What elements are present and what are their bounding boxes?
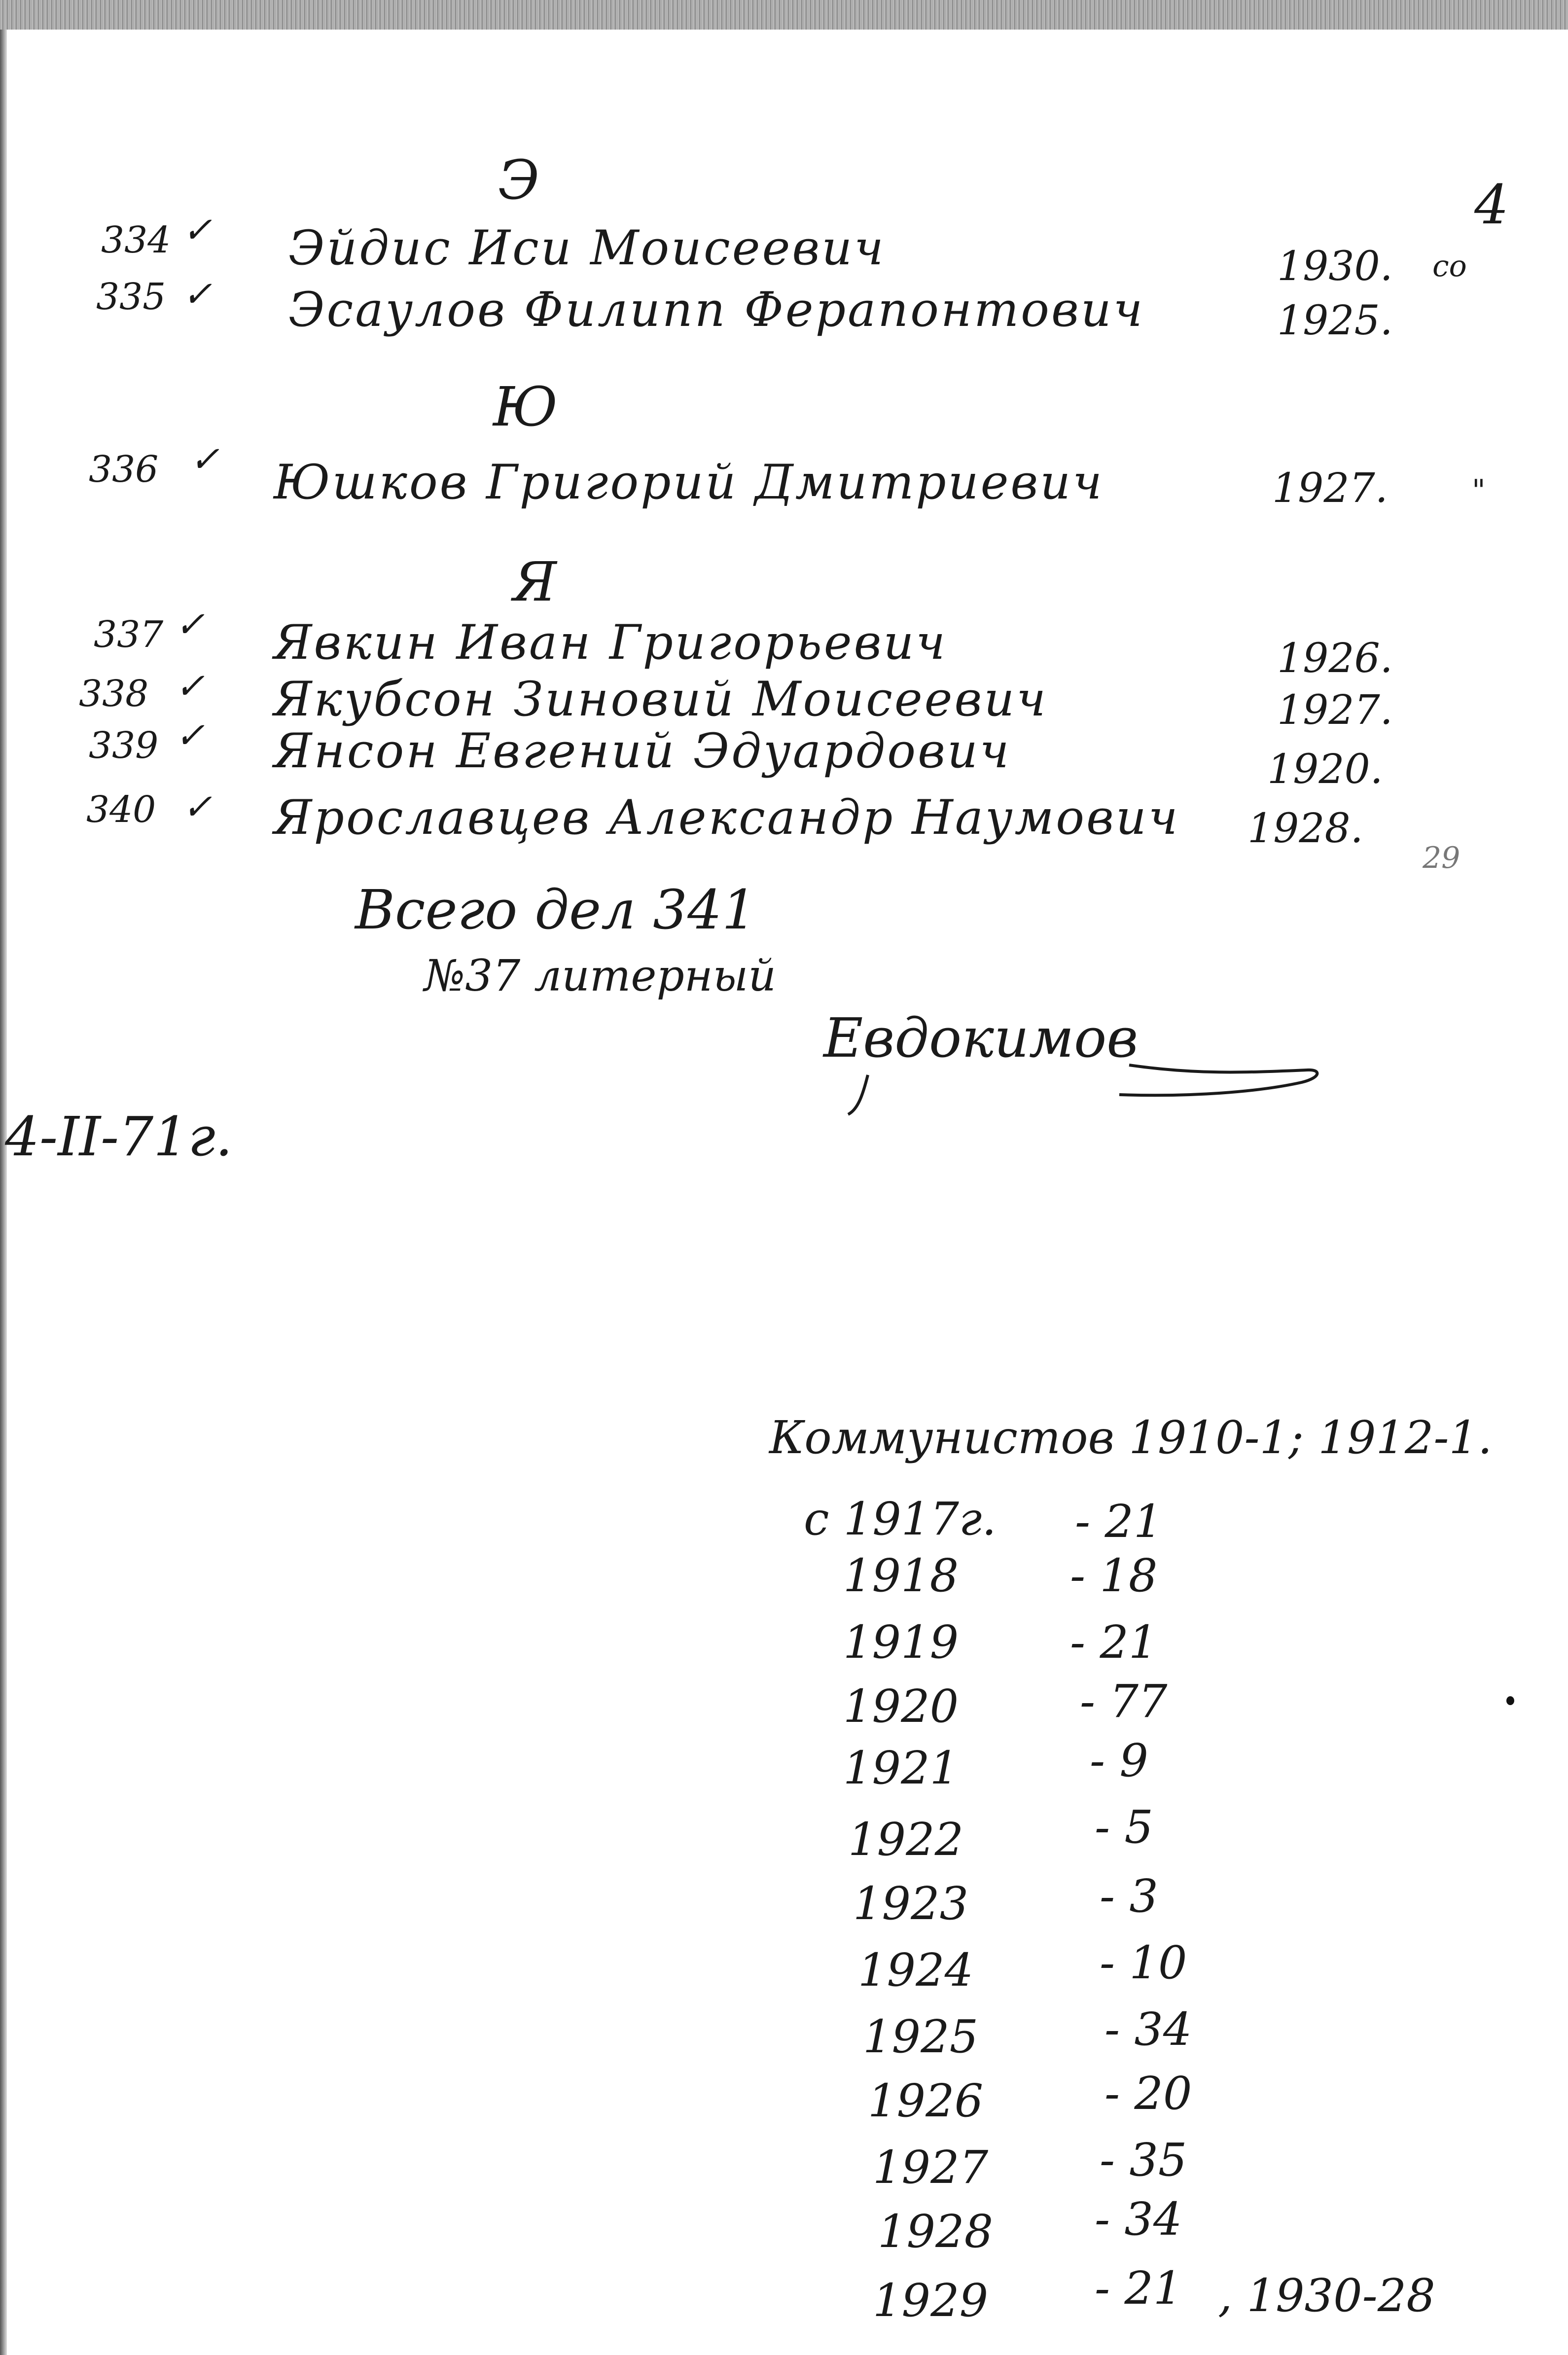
list-count: - 5 [1095,1801,1153,1854]
entry-name: Янсон Евгений Эдуардович [274,723,1011,779]
entry-number: 334 [101,219,171,261]
list-count: - 20 [1105,2067,1192,2120]
list-count: - 21 [1095,2262,1182,2315]
check-mark: ✓ [175,714,205,756]
page-number-note: со [1432,249,1467,284]
check-mark: ✓ [190,438,220,480]
list-year: 1922 [848,1813,964,1866]
list-count: - 34 [1105,2003,1192,2056]
list-count: - 34 [1095,2193,1182,2246]
entry-number: 338 [79,673,149,715]
entry-number: 340 [86,788,156,831]
page-number: 4 [1474,173,1509,236]
list-count: - 10 [1100,1936,1187,1989]
scan-dot [1506,1696,1514,1705]
entry-year: 1927. [1277,687,1393,734]
check-mark: ✓ [175,665,205,707]
list-year: 1921 [843,1742,959,1794]
signature [814,991,1331,1119]
list-count: - 77 [1080,1675,1168,1728]
list-count: - 21 [1070,1616,1158,1669]
list-count: - 18 [1070,1549,1158,1602]
total-line: Всего дел 341 [355,878,757,941]
entry-year: 1930. [1277,243,1393,290]
list-year: 1923 [853,1877,969,1930]
signature-flourish [814,991,1331,1119]
list-count: - 9 [1090,1734,1148,1787]
list-year: 1920 [843,1680,959,1733]
list-year: 1926 [868,2074,984,2127]
entry-number: 337 [94,613,164,656]
entry-year: 1925. [1277,297,1393,344]
entry-name: Явкин Иван Григорьевич [274,615,947,670]
scan-top-edge [0,0,1568,30]
list-count: - 21 [1075,1495,1163,1548]
check-mark: ✓ [182,786,213,827]
list-count: - 35 [1100,2134,1187,2186]
date: 4-II-71г. [5,1105,233,1168]
entry-year: 1926. [1277,635,1393,682]
entry-year: 1927. [1272,465,1388,512]
scan-left-edge [0,30,7,2355]
list-year: 1927 [873,2141,989,2194]
entry-year: 1928. [1247,805,1363,852]
section-letter: Э [498,148,540,212]
check-mark: ✓ [175,604,205,645]
entry-name: Ярославцев Александр Наумович [274,790,1180,845]
list-year: 1925 [863,2010,979,2063]
list-year: 1929 [873,2274,989,2327]
entry-name: Якубсон Зиновий Моисеевич [274,672,1048,727]
signature-text: Евдокимов [823,1006,1139,1070]
side-mark: 29 [1423,841,1461,875]
check-mark: ✓ [182,209,213,250]
check-mark: ✓ [182,273,213,315]
ditto-mark: " [1472,473,1486,508]
total-note: №37 литерный [424,950,777,1001]
list-year: с 1917г. [804,1493,997,1545]
list-year: 1918 [843,1549,959,1602]
entry-number: 335 [96,276,166,318]
list-year: 1928 [878,2205,994,2258]
list-year: 1919 [843,1616,959,1669]
section-letter: Я [513,550,557,613]
entry-number: 336 [89,448,159,491]
list-year: 1924 [858,1944,974,1997]
entry-name: Эйдис Иси Моисеевич [288,220,886,276]
entry-name: Юшков Григорий Дмитриевич [274,455,1104,510]
list-extra: , 1930-28 [1218,2269,1435,2322]
communists-heading: Коммунистов 1910-1; 1912-1. [769,1411,1493,1464]
list-count: - 3 [1100,1870,1158,1923]
entry-name: Эсаулов Филипп Ферапонтович [288,282,1145,337]
entry-year: 1920. [1267,746,1383,793]
entry-number: 339 [89,724,159,767]
section-letter: Ю [493,375,558,438]
